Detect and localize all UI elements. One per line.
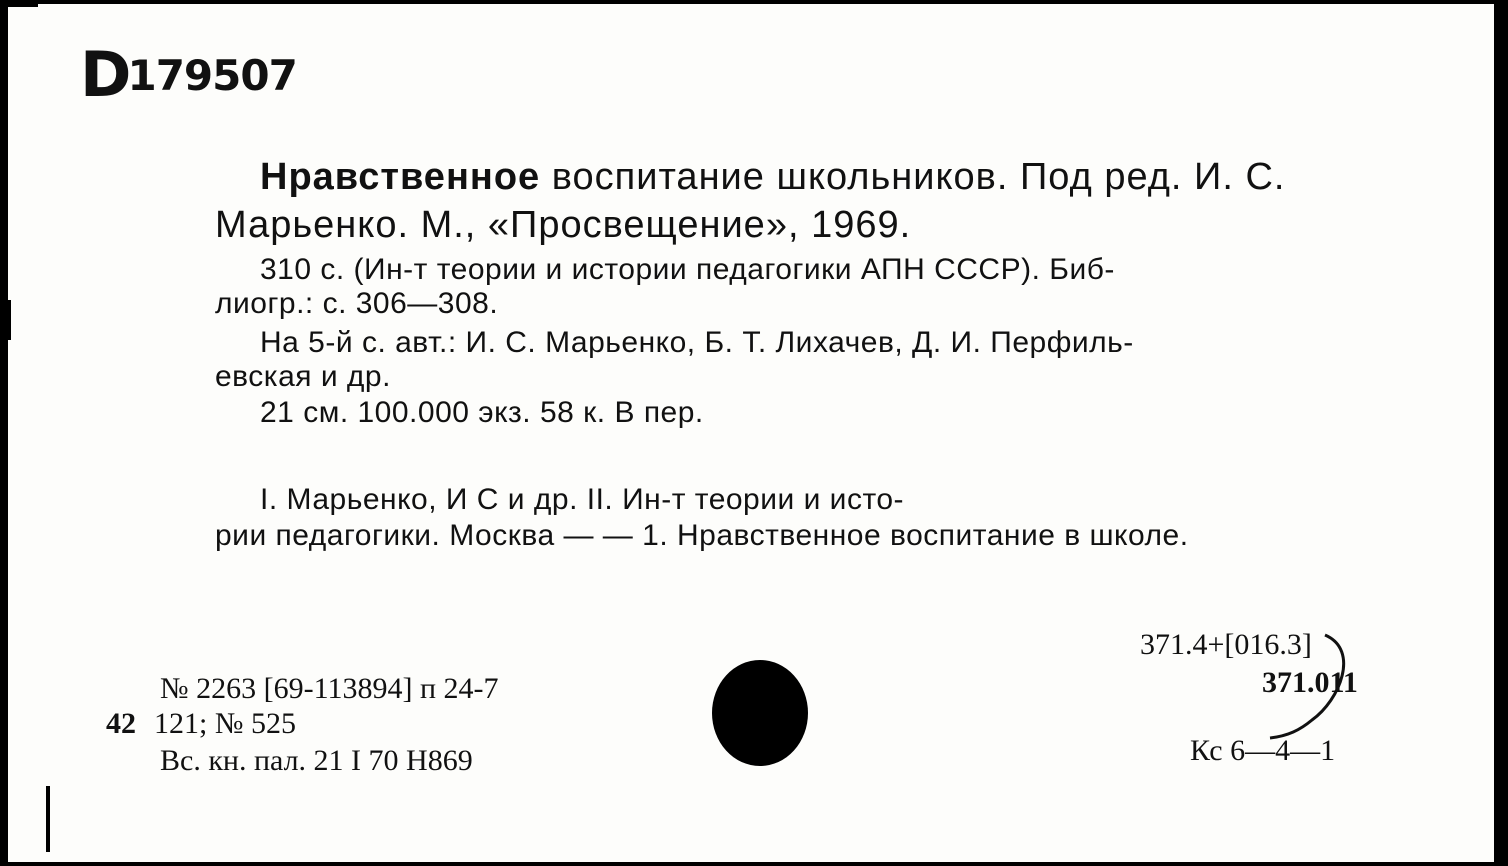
publication-line: Марьенко. М., «Просвещение», 1969. <box>215 204 912 246</box>
authors-line-1: На 5-й с. авт.: И. С. Марьенко, Б. Т. Лихачев, Д. И. Перфиль- <box>260 326 1134 359</box>
scan-mark-top-left <box>8 4 38 7</box>
call-number <box>80 38 297 111</box>
imprint-line-2-text: 121; № 525 <box>154 707 296 740</box>
handwritten-stroke <box>1250 630 1390 750</box>
tracings-line-2: рии педагогики. Москва — — 1. Нравственное воспитание в школе. <box>215 519 1189 552</box>
punch-hole <box>712 660 808 766</box>
title-line <box>260 156 1285 199</box>
collation-line-1: 310 с. (Ин-т теории и истории педагогики АПН СССР). Биб- <box>260 253 1115 286</box>
imprint-number: 42 <box>106 707 136 740</box>
collation-line-2: лиогр.: с. 306—308. <box>215 287 499 320</box>
call-number-digits: 179507 <box>127 51 297 100</box>
title-bold: Нравственное <box>260 156 541 198</box>
call-number-prefix: D <box>80 38 128 111</box>
udc-index-1: 371.4+[016.3] <box>1140 628 1312 661</box>
imprint-line-1: № 2263 [69-113894] п 24-7 <box>160 672 499 705</box>
imprint-line-3: Вс. кн. пал. 21 I 70 Н869 <box>160 744 473 777</box>
kc-index: Кс 6—4—1 <box>1190 734 1336 767</box>
imprint-line-2 <box>106 707 296 741</box>
scan-mark-left-vertical <box>46 786 50 852</box>
title-rest: воспитание школьников. Под ред. И. С. <box>540 156 1286 198</box>
tracings-line-1: I. Марьенко, И С и др. II. Ин-т теории и исто- <box>260 483 905 516</box>
udc-index-2: 371.011 <box>1262 666 1358 699</box>
scan-mark-left-edge <box>8 300 11 340</box>
physical-description: 21 см. 100.000 экз. 58 к. В пер. <box>260 396 704 429</box>
authors-line-2: евская и др. <box>215 360 391 393</box>
